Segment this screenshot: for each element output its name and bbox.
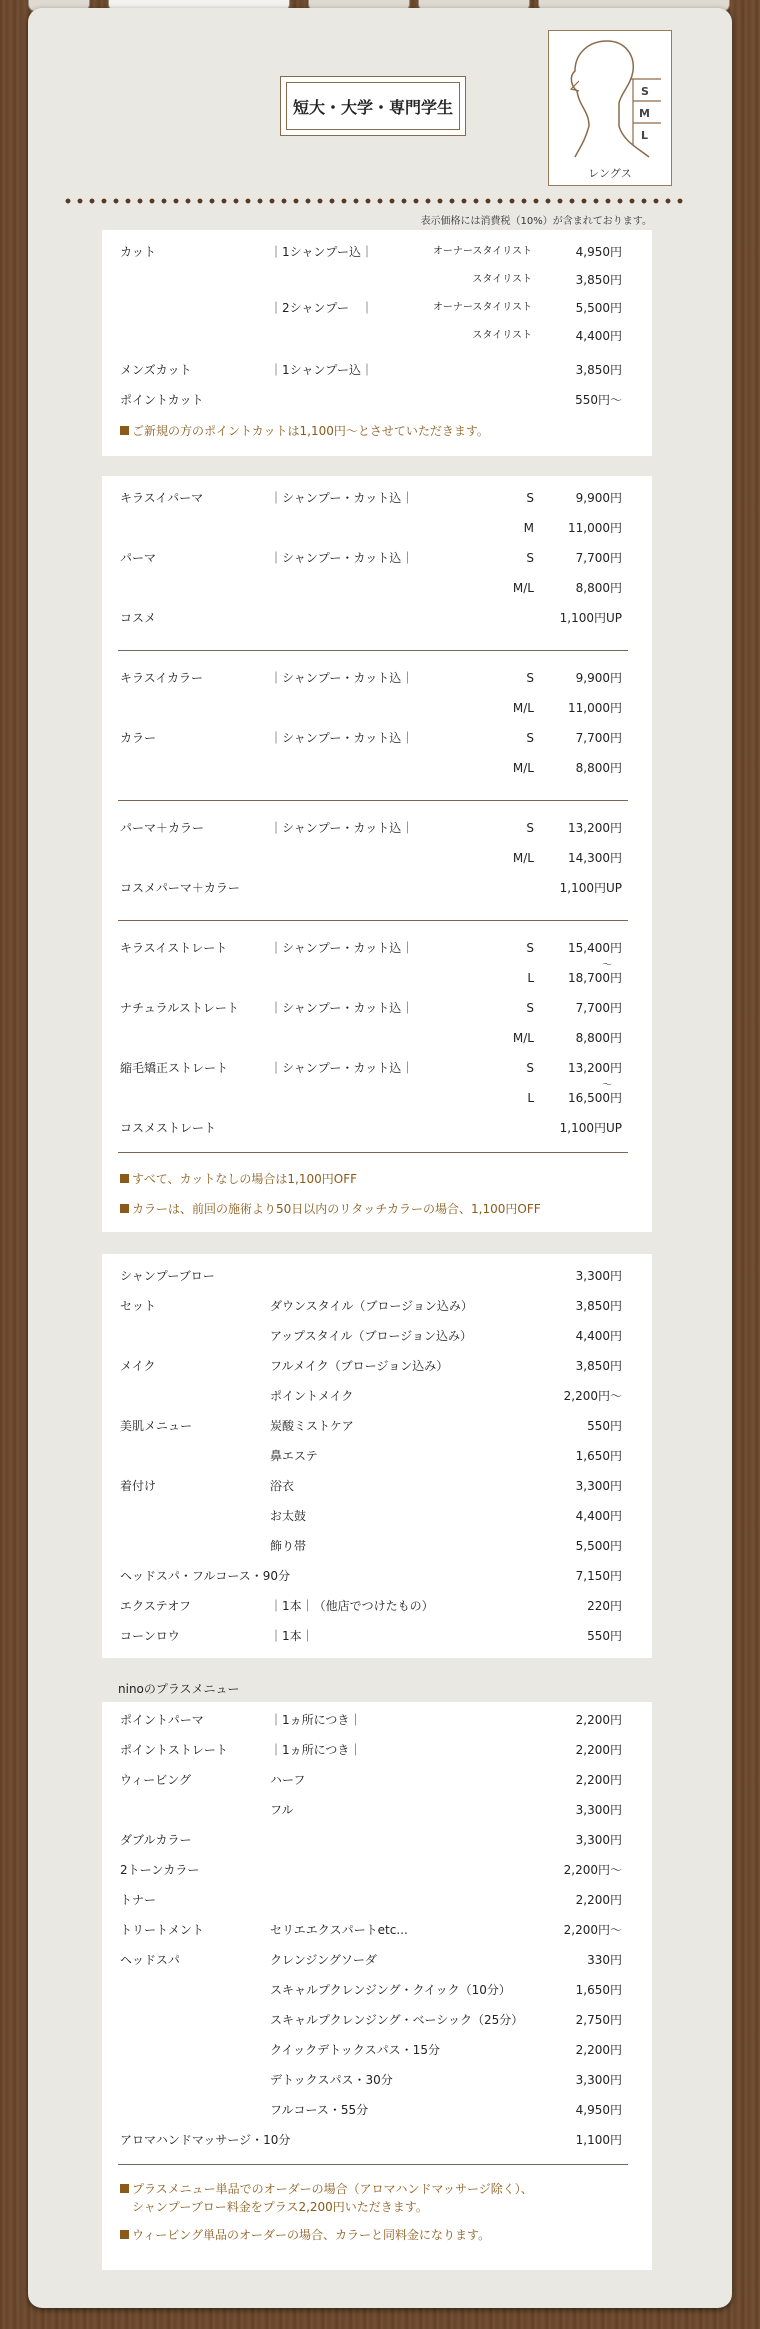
length-label: レングス: [588, 167, 632, 180]
menu-size: M/L: [512, 851, 534, 865]
menu-price: 330円: [587, 1953, 622, 1967]
menu-price: 3,850円: [575, 1299, 622, 1313]
menu-name: コスメストレート: [120, 1121, 217, 1135]
plus-note-text: ウィービング単品のオーダーの場合、カラーと同料金になります。: [132, 2228, 491, 2242]
menu-name: ポイントパーマ: [120, 1713, 204, 1727]
menu-size: S: [526, 671, 534, 685]
menu-price: 9,900円: [575, 491, 622, 505]
menu-size: S: [526, 731, 534, 745]
menu-price: 2,200円〜: [563, 1923, 622, 1937]
menu-price: 7,700円: [575, 731, 622, 745]
perm-note-text: すべて、カットなしの場合は1,100円OFF: [132, 1172, 358, 1186]
menu-detail: ｜シャンプー・カット込｜: [270, 1001, 414, 1015]
length-illustration: [548, 30, 672, 186]
menu-name: ナチュラルストレート: [120, 1001, 239, 1015]
menu-price: 3,300円: [575, 1803, 622, 1817]
menu-price: 7,150円: [575, 1569, 622, 1583]
page-heading-box: [280, 76, 466, 136]
perm-note: [120, 1200, 541, 1218]
menu-price: 1,100円UP: [559, 611, 622, 625]
menu-detail: 炭酸ミストケア: [270, 1419, 354, 1433]
menu-name: ウィービング: [120, 1773, 192, 1787]
menu-price: 2,200円: [575, 1773, 622, 1787]
cut-price: 3,850円: [575, 363, 622, 377]
cut-staff: オーナースタイリスト: [432, 302, 532, 313]
cut-name: カット: [120, 245, 156, 259]
page-heading: 短大・大学・専門学生: [286, 82, 460, 130]
menu-price: 2,200円〜: [563, 1863, 622, 1877]
menu-price: 4,400円: [575, 1329, 622, 1343]
menu-name: コスメパーマ＋カラー: [120, 881, 240, 895]
menu-price: 13,200円: [568, 1061, 622, 1075]
cut-detail: ｜2シャンプー ｜: [270, 301, 374, 315]
menu-price: 7,700円: [575, 551, 622, 565]
menu-price: 16,500円: [568, 1091, 622, 1105]
menu-detail: アップスタイル（ブロージョン込み）: [270, 1329, 472, 1343]
menu-detail: 浴衣: [270, 1479, 295, 1493]
menu-price: 8,800円: [575, 581, 622, 595]
menu-price: 18,700円: [568, 971, 622, 985]
cut-detail: ｜1シャンプー込｜: [270, 363, 374, 377]
menu-price: 1,100円UP: [559, 1121, 622, 1135]
menu-detail: フルメイク（ブロージョン込み）: [270, 1359, 449, 1373]
menu-price: 11,000円: [568, 521, 622, 535]
menu-price: 2,750円: [575, 2013, 622, 2027]
menu-price: 1,100円: [575, 2133, 622, 2147]
range-tilde: 〜: [602, 1080, 612, 1091]
menu-name: アロマハンドマッサージ・10分: [120, 2133, 291, 2147]
cut-note: [120, 422, 489, 440]
menu-price: 8,800円: [575, 1031, 622, 1045]
menu-name: キラスイストレート: [120, 941, 228, 955]
menu-detail: ｜シャンプー・カット込｜: [270, 821, 414, 835]
menu-name: 縮毛矯正ストレート: [120, 1061, 229, 1075]
menu-price: 2,200円: [575, 1743, 622, 1757]
cut-price: 4,950円: [575, 245, 622, 259]
menu-detail: セリエエクスパートetc...: [270, 1923, 408, 1937]
menu-name: コーンロウ: [120, 1629, 180, 1643]
range-tilde: 〜: [602, 960, 612, 971]
menu-name: パーマ: [120, 551, 157, 565]
cut-staff: オーナースタイリスト: [432, 246, 532, 257]
menu-price: 1,100円UP: [559, 881, 622, 895]
menu-detail: ｜シャンプー・カット込｜: [270, 671, 414, 685]
menu-detail: フルコース・55分: [270, 2103, 369, 2117]
perm-note: [120, 1170, 357, 1188]
size-l-label: L: [641, 129, 649, 142]
menu-name: セット: [120, 1299, 157, 1313]
menu-name: 2トーンカラー: [120, 1863, 200, 1877]
cut-price: 550円〜: [575, 393, 622, 407]
menu-detail: ｜シャンプー・カット込｜: [270, 551, 414, 565]
menu-detail: ポイントメイク: [270, 1389, 354, 1403]
cut-name: ポイントカット: [120, 393, 204, 407]
section-divider: [118, 920, 628, 921]
menu-price: 11,000円: [568, 701, 622, 715]
menu-price: 8,800円: [575, 761, 622, 775]
menu-size: M/L: [512, 761, 534, 775]
menu-price: 2,200円: [575, 2043, 622, 2057]
menu-detail: ｜1ヵ所につき｜: [270, 1743, 362, 1757]
menu-name: ダブルカラー: [120, 1833, 192, 1847]
square-bullet-icon: [120, 1174, 129, 1183]
menu-name: キラスイカラー: [120, 671, 204, 685]
menu-size: S: [526, 491, 534, 505]
menu-detail: ハーフ: [270, 1773, 306, 1787]
menu-price: 2,200円: [575, 1713, 622, 1727]
section-divider: [118, 800, 628, 801]
menu-detail: ｜1ヵ所につき｜: [270, 1713, 362, 1727]
cut-name: メンズカット: [120, 363, 192, 377]
menu-price: 220円: [587, 1599, 622, 1613]
menu-detail: フル: [270, 1803, 294, 1817]
cut-note-text: ご新規の方のポイントカットは1,100円〜とさせていただきます。: [132, 424, 489, 438]
menu-price: 13,200円: [568, 821, 622, 835]
menu-name: コスメ: [120, 611, 157, 625]
menu-price: 4,400円: [575, 1509, 622, 1523]
plus-menu-title: ninoのプラスメニュー: [118, 1682, 240, 1696]
menu-name: ヘッドスパ: [120, 1953, 180, 1967]
section-divider: [118, 1152, 628, 1153]
menu-price: 15,400円: [568, 941, 622, 955]
menu-name: カラー: [120, 731, 157, 745]
menu-detail: ダウンスタイル（ブロージョン込み）: [270, 1299, 473, 1313]
cut-staff: スタイリスト: [472, 274, 532, 285]
menu-name: シャンプーブロー: [120, 1269, 215, 1283]
menu-size: M/L: [512, 581, 534, 595]
menu-name: パーマ＋カラー: [120, 821, 205, 835]
menu-name: トリートメント: [120, 1923, 204, 1937]
cut-price: 5,500円: [575, 301, 622, 315]
menu-detail: ｜1本｜: [270, 1629, 314, 1643]
menu-price: 3,300円: [575, 2073, 622, 2087]
cut-price: 4,400円: [575, 329, 622, 343]
tax-note: 表示価格には消費税（10%）が含まれております。: [420, 216, 652, 227]
section-divider: [118, 650, 628, 651]
menu-price: 1,650円: [575, 1983, 622, 1997]
menu-size: M/L: [512, 1031, 534, 1045]
plus-note: [120, 2226, 490, 2244]
menu-detail: 鼻エステ: [270, 1449, 318, 1463]
square-bullet-icon: [120, 2184, 129, 2193]
perm-card: [102, 476, 652, 1232]
menu-detail: デトックスパス・30分: [270, 2073, 393, 2087]
menu-price: 9,900円: [575, 671, 622, 685]
menu-detail: クイックデトックスパス・15分: [270, 2043, 440, 2057]
menu-detail: ｜シャンプー・カット込｜: [270, 491, 414, 505]
plus-note: [120, 2180, 533, 2198]
menu-price: 5,500円: [575, 1539, 622, 1553]
square-bullet-icon: [120, 1204, 129, 1213]
size-m-label: M: [639, 107, 650, 120]
menu-size: S: [526, 941, 534, 955]
section-divider: [118, 2164, 628, 2165]
menu-name: メイク: [120, 1359, 156, 1373]
menu-name: キラスイパーマ: [120, 491, 204, 505]
menu-price: 7,700円: [575, 1001, 622, 1015]
menu-detail: お太鼓: [270, 1509, 307, 1523]
menu-price: 550円: [587, 1419, 622, 1433]
menu-detail: ｜1本｜（他店でつけたもの）: [270, 1599, 434, 1613]
square-bullet-icon: [120, 2230, 129, 2239]
menu-name: エクステオフ: [120, 1599, 192, 1613]
menu-price: 3,850円: [575, 1359, 622, 1373]
menu-price: 550円: [587, 1629, 622, 1643]
menu-detail: スキャルプクレンジング・ベーシック（25分）: [270, 2013, 524, 2027]
perm-note-text: カラーは、前回の施術より50日以内のリタッチカラーの場合、1,100円OFF: [132, 1202, 541, 1216]
menu-price: 4,950円: [575, 2103, 622, 2117]
others-card: [102, 1254, 652, 1658]
head-silhouette-icon: [549, 31, 671, 161]
menu-detail: スキャルプクレンジング・クイック（10分）: [270, 1983, 511, 1997]
menu-name: 着付け: [120, 1479, 157, 1493]
menu-size: M/L: [512, 701, 534, 715]
menu-price: 3,300円: [575, 1479, 622, 1493]
menu-size: S: [526, 1001, 534, 1015]
size-s-label: S: [641, 85, 649, 98]
plus-note-continued: シャンプーブロー料金をプラス2,200円いただきます。: [132, 2200, 428, 2214]
menu-name: ヘッドスパ・フルコース・90分: [120, 1569, 291, 1583]
menu-size: S: [526, 821, 534, 835]
menu-size: M: [523, 521, 534, 535]
menu-price: 2,200円: [575, 1893, 622, 1907]
menu-detail: ｜シャンプー・カット込｜: [270, 941, 414, 955]
menu-detail: ｜シャンプー・カット込｜: [270, 1061, 414, 1075]
menu-name: トナー: [120, 1893, 157, 1907]
menu-price: 1,650円: [575, 1449, 622, 1463]
menu-size: L: [527, 1091, 534, 1105]
menu-detail: 飾り帯: [270, 1539, 307, 1553]
menu-size: S: [526, 1061, 534, 1075]
cut-detail: ｜1シャンプー込｜: [270, 245, 374, 259]
menu-price: 3,300円: [575, 1833, 622, 1847]
cut-price: 3,850円: [575, 273, 622, 287]
menu-name: ポイントストレート: [120, 1743, 228, 1757]
menu-name: 美肌メニュー: [120, 1419, 193, 1433]
square-bullet-icon: [120, 426, 129, 435]
cut-staff: スタイリスト: [472, 330, 532, 341]
cut-card: [102, 230, 652, 456]
plus-menu-card: [102, 1702, 652, 2270]
menu-size: S: [526, 551, 534, 565]
menu-detail: クレンジングソーダ: [270, 1953, 377, 1967]
menu-price: 2,200円〜: [563, 1389, 622, 1403]
plus-note-text: プラスメニュー単品でのオーダーの場合（アロマハンドマッサージ除く）、: [132, 2182, 533, 2196]
menu-detail: ｜シャンプー・カット込｜: [270, 731, 414, 745]
dotted-divider: [62, 198, 688, 204]
menu-price: 14,300円: [568, 851, 622, 865]
menu-price: 3,300円: [575, 1269, 622, 1283]
menu-size: L: [527, 971, 534, 985]
